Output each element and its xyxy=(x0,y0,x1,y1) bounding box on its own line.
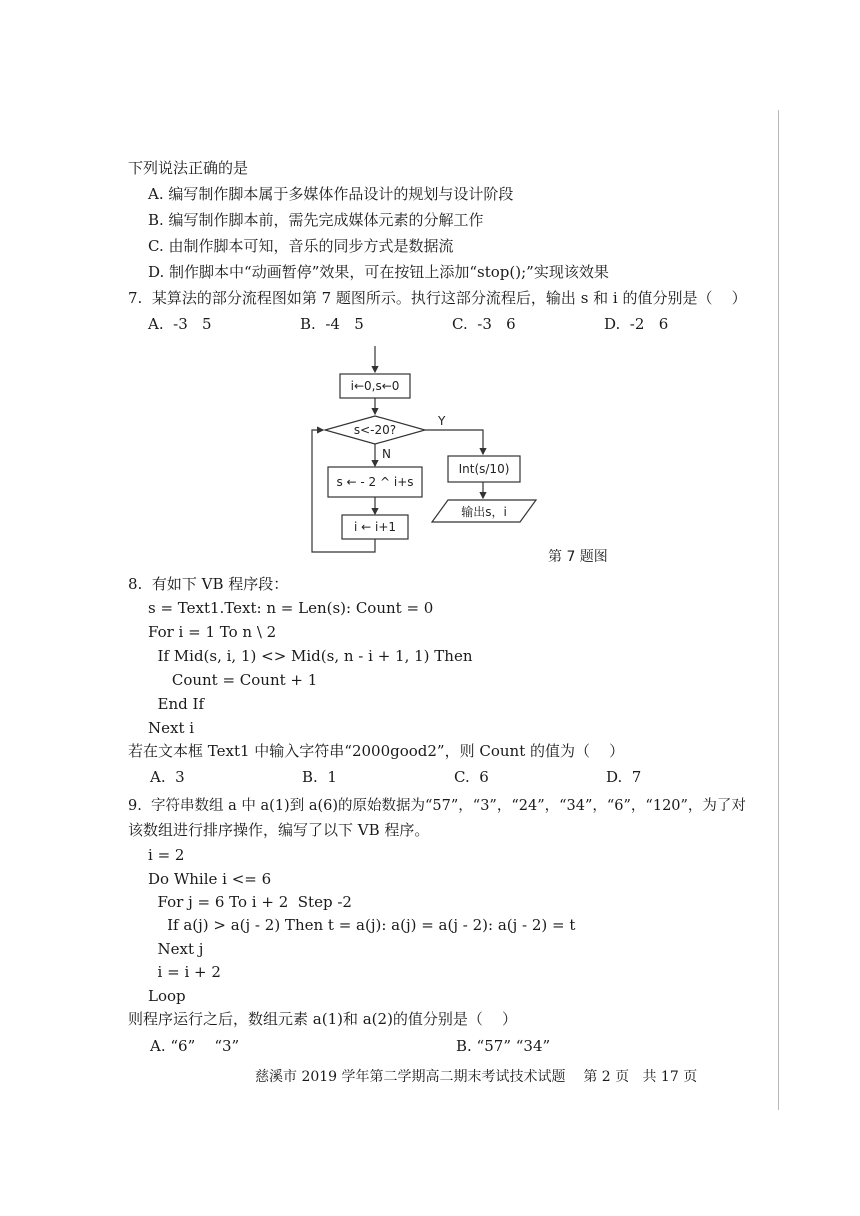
init-label: i←0,s←0 xyxy=(350,379,400,393)
page-edge-line xyxy=(778,110,779,1110)
q8-code-line: End If xyxy=(148,695,204,713)
q8-option-d: D. 7 xyxy=(606,768,642,786)
q8-option-b: B. 1 xyxy=(302,768,337,786)
q7-option-c: C. -3 6 xyxy=(452,315,516,333)
q9-option-a: A. “6” “3” xyxy=(150,1037,240,1055)
output-label: 输出s，i xyxy=(461,505,507,519)
q9-code-line: Do While i <= 6 xyxy=(148,870,272,888)
q9-code-line: If a(j) > a(j - 2) Then t = a(j): a(j) = a(j - 2): a(j - 2) = t xyxy=(148,916,576,934)
yes-label: Y xyxy=(438,414,446,428)
condition-label: s<-20? xyxy=(353,423,397,437)
q8-code-line: Count = Count + 1 xyxy=(148,671,318,689)
q8-code-line: s = Text1.Text: n = Len(s): Count = 0 xyxy=(148,599,434,617)
q9-stem-line1: 9. 字符串数组 a 中 a(1)到 a(6)的原始数据为“57”，“3”，“24”，“34”，“6”，“120”，为了对 xyxy=(128,798,746,814)
page-footer: 慈溪市 2019 学年第二学期高二期末考试技术试题 第 2 页 共 17 页 xyxy=(255,1069,698,1085)
q7-stem: 7. 某算法的部分流程图如第 7 题图所示。执行这部分流程后，输出 s 和 i 的值分别是（ ） xyxy=(128,289,747,307)
flowchart xyxy=(300,340,560,570)
q8-code-line: For i = 1 To n \ 2 xyxy=(148,623,277,641)
q8-code-line: Next i xyxy=(148,719,195,737)
q9-code-line: i = i + 2 xyxy=(148,963,221,981)
q8-option-a: A. 3 xyxy=(150,768,185,786)
step2-label: i ← i+1 xyxy=(353,520,397,534)
q9-option-b: B. “57” “34” xyxy=(456,1037,551,1055)
q8-question: 若在文本框 Text1 中输入字符串“2000good2”，则 Count 的值为（ ） xyxy=(128,742,625,760)
step1-label: s ← - 2 ^ i+s xyxy=(336,475,414,489)
q7-figure-caption: 第 7 题图 xyxy=(548,549,608,565)
q6-option-b: B. 编写制作脚本前，需先完成媒体元素的分解工作 xyxy=(148,211,484,229)
q9-stem-line2: 该数组进行排序操作，编写了以下 VB 程序。 xyxy=(128,821,430,839)
q9-code-line: i = 2 xyxy=(148,846,185,864)
q8-code-line: If Mid(s, i, 1) <> Mid(s, n - i + 1, 1) Then xyxy=(148,647,473,665)
q9-code-line: Next j xyxy=(148,940,204,958)
q7-option-a: A. -3 5 xyxy=(148,315,212,333)
q6-option-d: D. 制作脚本中“动画暂停”效果，可在按钮上添加“stop();”实现该效果 xyxy=(148,263,609,281)
intro-text: 下列说法正确的是 xyxy=(128,159,249,177)
q7-option-d: D. -2 6 xyxy=(604,315,669,333)
q7-option-b: B. -4 5 xyxy=(300,315,364,333)
q8-stem: 8. 有如下 VB 程序段： xyxy=(128,575,289,593)
q9-question: 则程序运行之后，数组元素 a(1)和 a(2)的值分别是（ ） xyxy=(128,1010,517,1028)
q9-code-line: Loop xyxy=(148,987,186,1005)
q8-option-c: C. 6 xyxy=(454,768,489,786)
no-label: N xyxy=(382,447,391,461)
q6-option-a: A. 编写制作脚本属于多媒体作品设计的规划与设计阶段 xyxy=(148,185,514,203)
q6-option-c: C. 由制作脚本可知，音乐的同步方式是数据流 xyxy=(148,237,454,255)
int-label: Int(s/10) xyxy=(458,462,510,476)
q9-code-line: For j = 6 To i + 2 Step -2 xyxy=(148,893,352,911)
